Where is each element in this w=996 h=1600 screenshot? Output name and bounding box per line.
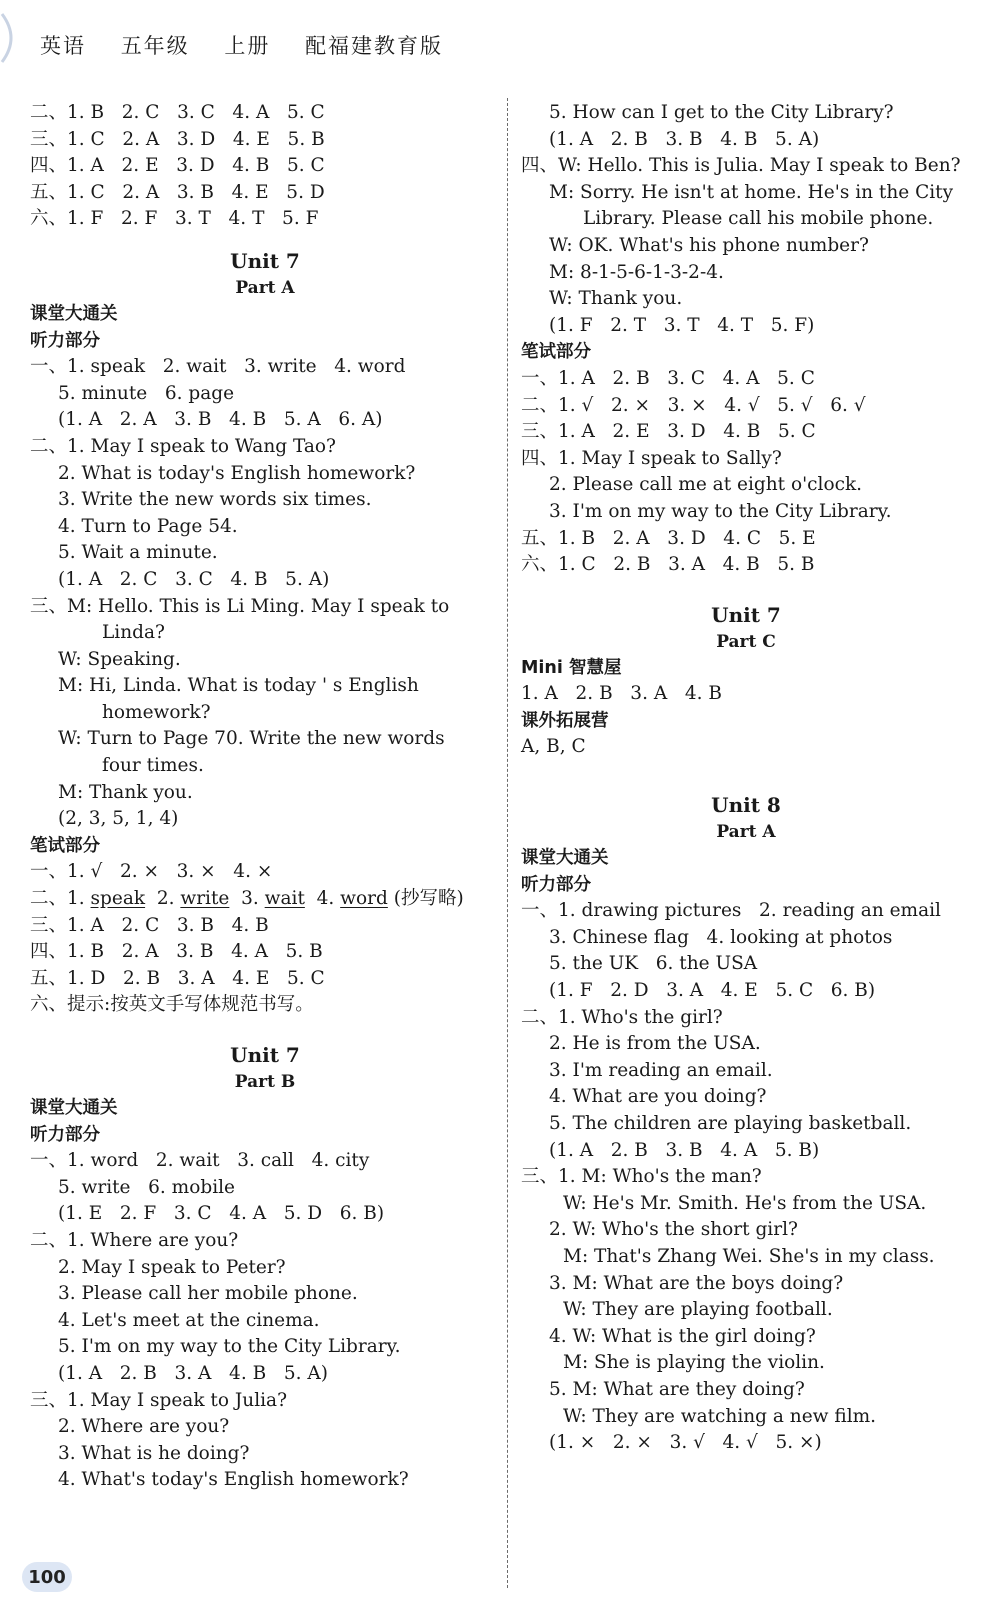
answer-line: 二、1. Who's the girl? bbox=[521, 1006, 723, 1028]
column-divider bbox=[507, 98, 508, 1588]
dialogue-line: W: OK. What's his phone number? bbox=[549, 234, 869, 256]
dialogue-line: W: Thank you. bbox=[549, 288, 683, 310]
dialogue-line: Library. Please call his mobile phone. bbox=[583, 208, 934, 230]
answer-line: 2. Where are you? bbox=[58, 1416, 230, 1438]
dialogue-line: M: Sorry. He isn't at home. He's in the City bbox=[549, 181, 954, 203]
corner-decoration-icon bbox=[0, 12, 26, 64]
answer-line: 1. A 2. B 3. A 4. B bbox=[521, 683, 722, 705]
page-number: 100 bbox=[22, 1562, 72, 1592]
dialogue-line: M: Hi, Linda. What is today ' s English bbox=[58, 675, 419, 697]
dialogue-line: W: They are watching a new film. bbox=[563, 1405, 877, 1427]
part-heading: Part B bbox=[234, 1072, 296, 1092]
header-edition: 配福建教育版 bbox=[305, 34, 444, 58]
section-heading: 笔试部分 bbox=[521, 342, 591, 363]
unit-heading: Unit 7 bbox=[230, 1043, 300, 1067]
dialogue-line: four times. bbox=[102, 755, 204, 777]
answer-line: A, B, C bbox=[521, 736, 586, 758]
answer-line: 一、1. speak 2. wait 3. write 4. word bbox=[30, 356, 406, 378]
copy-note: (抄写略) bbox=[393, 888, 464, 910]
answer-line: 三、1. May I speak to Julia? bbox=[30, 1389, 287, 1411]
section-heading: 课外拓展营 bbox=[521, 710, 609, 731]
answer-line: 二、1. B 2. C 3. C 4. A 5. C bbox=[30, 102, 325, 123]
dialogue-line: 三、1. M: Who's the man? bbox=[521, 1166, 762, 1188]
answer-line: 六、1. C 2. B 3. A 4. B 5. B bbox=[521, 554, 815, 576]
answer-line: 3. Chinese flag 4. looking at photos bbox=[549, 926, 893, 948]
answer-line: 二、1. speak 2. write 3. wait 4. word (抄写略) bbox=[30, 888, 464, 910]
answer-line: 5. The children are playing basketball. bbox=[549, 1113, 912, 1134]
answer-line: 六、1. F 2. F 3. T 4. T 5. F bbox=[30, 208, 319, 230]
answer-line: 一、1. drawing pictures 2. reading an email bbox=[521, 900, 941, 922]
answer-line: 四、1. A 2. E 3. D 4. B 5. C bbox=[30, 155, 325, 177]
part-heading: Part A bbox=[716, 822, 776, 843]
dialogue-line: 5. M: What are they doing? bbox=[549, 1378, 805, 1400]
section-heading: 课堂大通关 bbox=[30, 1098, 118, 1118]
section-heading: Mini 智慧屋 bbox=[521, 657, 622, 678]
answer-line: 一、1. A 2. B 3. C 4. A 5. C bbox=[521, 367, 815, 389]
copy-word: word bbox=[340, 888, 388, 910]
section-heading: 课堂大通关 bbox=[521, 848, 609, 869]
answer-line: (2, 3, 5, 1, 4) bbox=[58, 808, 179, 830]
dialogue-line: homework? bbox=[102, 701, 211, 723]
answer-line: 六、提示:按英文手写体规范书写。 bbox=[30, 994, 314, 1016]
dialogue-line: W: Speaking. bbox=[58, 648, 181, 670]
right-column bbox=[521, 100, 971, 1457]
dialogue-line: Linda? bbox=[102, 622, 165, 644]
copy-word: wait bbox=[264, 888, 305, 910]
page-header bbox=[40, 30, 469, 60]
dialogue-line: 4. W: What is the girl doing? bbox=[549, 1325, 816, 1347]
unit-heading: Unit 8 bbox=[711, 793, 781, 818]
dialogue-line: M: She is playing the violin. bbox=[563, 1352, 825, 1374]
answer-line: 三、1. C 2. A 3. D 4. E 5. B bbox=[30, 128, 325, 150]
copy-word: speak bbox=[90, 888, 146, 910]
answer-line: 二、1. May I speak to Wang Tao? bbox=[30, 435, 336, 457]
answer-line: 五、1. C 2. A 3. B 4. E 5. D bbox=[30, 181, 325, 203]
dialogue-line: M: That's Zhang Wei. She's in my class. bbox=[563, 1245, 935, 1267]
section-heading: 听力部分 bbox=[30, 330, 100, 351]
dialogue-line: 三、M: Hello. This is Li Ming. May I speak to bbox=[30, 595, 450, 617]
section-heading: 听力部分 bbox=[30, 1124, 100, 1145]
answer-line: (1. F 2. T 3. T 4. T 5. F) bbox=[549, 314, 815, 336]
answer-line: (1. × 2. × 3. √ 4. √ 5. ×) bbox=[549, 1432, 822, 1454]
answer-line: 四、1. May I speak to Sally? bbox=[521, 447, 782, 469]
answer-line: (1. A 2. B 3. B 4. B 5. A) bbox=[549, 128, 820, 150]
answer-line: 2. What is today's English homework? bbox=[58, 462, 416, 484]
answer-prefix: 二、1. bbox=[30, 888, 91, 910]
dialogue-line: 四、W: Hello. This is Julia. May I speak to Ben? bbox=[521, 155, 961, 177]
answer-line: 3. What is he doing? bbox=[58, 1442, 250, 1464]
answer-line: (1. A 2. B 3. B 4. A 5. B) bbox=[549, 1139, 820, 1161]
answer-line: (1. A 2. B 3. A 4. B 5. A) bbox=[58, 1362, 328, 1384]
dialogue-line: W: He's Mr. Smith. He's from the USA. bbox=[563, 1192, 927, 1214]
answer-line: 2. May I speak to Peter? bbox=[58, 1256, 286, 1278]
answer-line: (1. E 2. F 3. C 4. A 5. D 6. B) bbox=[58, 1203, 385, 1225]
unit-heading: Unit 7 bbox=[230, 248, 300, 273]
dialogue-line: 3. M: What are the boys doing? bbox=[549, 1272, 844, 1294]
dialogue-line: M: 8-1-5-6-1-3-2-4. bbox=[549, 261, 724, 283]
answer-line: 3. I'm reading an email. bbox=[549, 1059, 773, 1081]
answer-line: 3. I'm on my way to the City Library. bbox=[549, 500, 892, 522]
part-heading: Part A bbox=[235, 277, 295, 298]
answer-line: 3. Please call her mobile phone. bbox=[58, 1283, 358, 1305]
dialogue-line: W: Turn to Page 70. Write the new words bbox=[58, 728, 445, 750]
answer-line: 4. Let's meet at the cinema. bbox=[58, 1309, 320, 1331]
section-heading: 笔试部分 bbox=[30, 835, 100, 856]
dialogue-line: W: They are playing football. bbox=[563, 1299, 833, 1321]
answer-line: 5. the UK 6. the USA bbox=[549, 953, 758, 975]
answer-line: 5. minute 6. page bbox=[58, 382, 235, 404]
section-heading: 听力部分 bbox=[521, 874, 591, 895]
answer-line: 3. Write the new words six times. bbox=[58, 489, 372, 511]
answer-line: (1. F 2. D 3. A 4. E 5. C 6. B) bbox=[549, 980, 876, 1002]
section-heading: 课堂大通关 bbox=[30, 303, 118, 324]
answer-line: 二、1. Where are you? bbox=[30, 1229, 239, 1251]
answer-line: 5. How can I get to the City Library? bbox=[549, 102, 894, 123]
answer-line: 2. He is from the USA. bbox=[549, 1033, 761, 1055]
header-subject: 英语 bbox=[40, 34, 86, 58]
dialogue-line: 2. W: Who's the short girl? bbox=[549, 1219, 798, 1241]
header-grade: 五年级 bbox=[120, 34, 190, 58]
answer-line: 5. I'm on my way to the City Library. bbox=[58, 1336, 401, 1358]
part-heading: Part C bbox=[716, 631, 776, 652]
answer-line: 5. write 6. mobile bbox=[58, 1176, 235, 1198]
answer-line: 三、1. A 2. C 3. B 4. B bbox=[30, 914, 269, 936]
answer-line: 4. Turn to Page 54. bbox=[58, 515, 238, 537]
copy-word: write bbox=[180, 888, 230, 910]
answer-line: 2. Please call me at eight o'clock. bbox=[549, 474, 863, 496]
answer-line: 5. Wait a minute. bbox=[58, 542, 218, 564]
answer-line: 五、1. B 2. A 3. D 4. C 5. E bbox=[521, 527, 816, 549]
answer-line: (1. A 2. C 3. C 4. B 5. A) bbox=[58, 568, 330, 590]
answer-line: 五、1. D 2. B 3. A 4. E 5. C bbox=[30, 967, 325, 989]
unit-heading: Unit 7 bbox=[711, 602, 781, 627]
left-column bbox=[30, 100, 500, 1494]
answer-line: 4. What's today's English homework? bbox=[58, 1469, 409, 1491]
answer-line: (1. A 2. A 3. B 4. B 5. A 6. A) bbox=[58, 409, 383, 431]
answer-line: 三、1. A 2. E 3. D 4. B 5. C bbox=[521, 421, 816, 443]
answer-line: 4. What are you doing? bbox=[549, 1086, 767, 1108]
answer-line: 一、1. word 2. wait 3. call 4. city bbox=[30, 1150, 370, 1172]
answer-line: 一、1. √ 2. × 3. × 4. × bbox=[30, 861, 273, 883]
answer-line: 二、1. √ 2. × 3. × 4. √ 5. √ 6. √ bbox=[521, 394, 866, 416]
dialogue-line: M: Thank you. bbox=[58, 781, 193, 803]
answer-line: 四、1. B 2. A 3. B 4. A 5. B bbox=[30, 941, 323, 963]
header-volume: 上册 bbox=[224, 34, 271, 58]
